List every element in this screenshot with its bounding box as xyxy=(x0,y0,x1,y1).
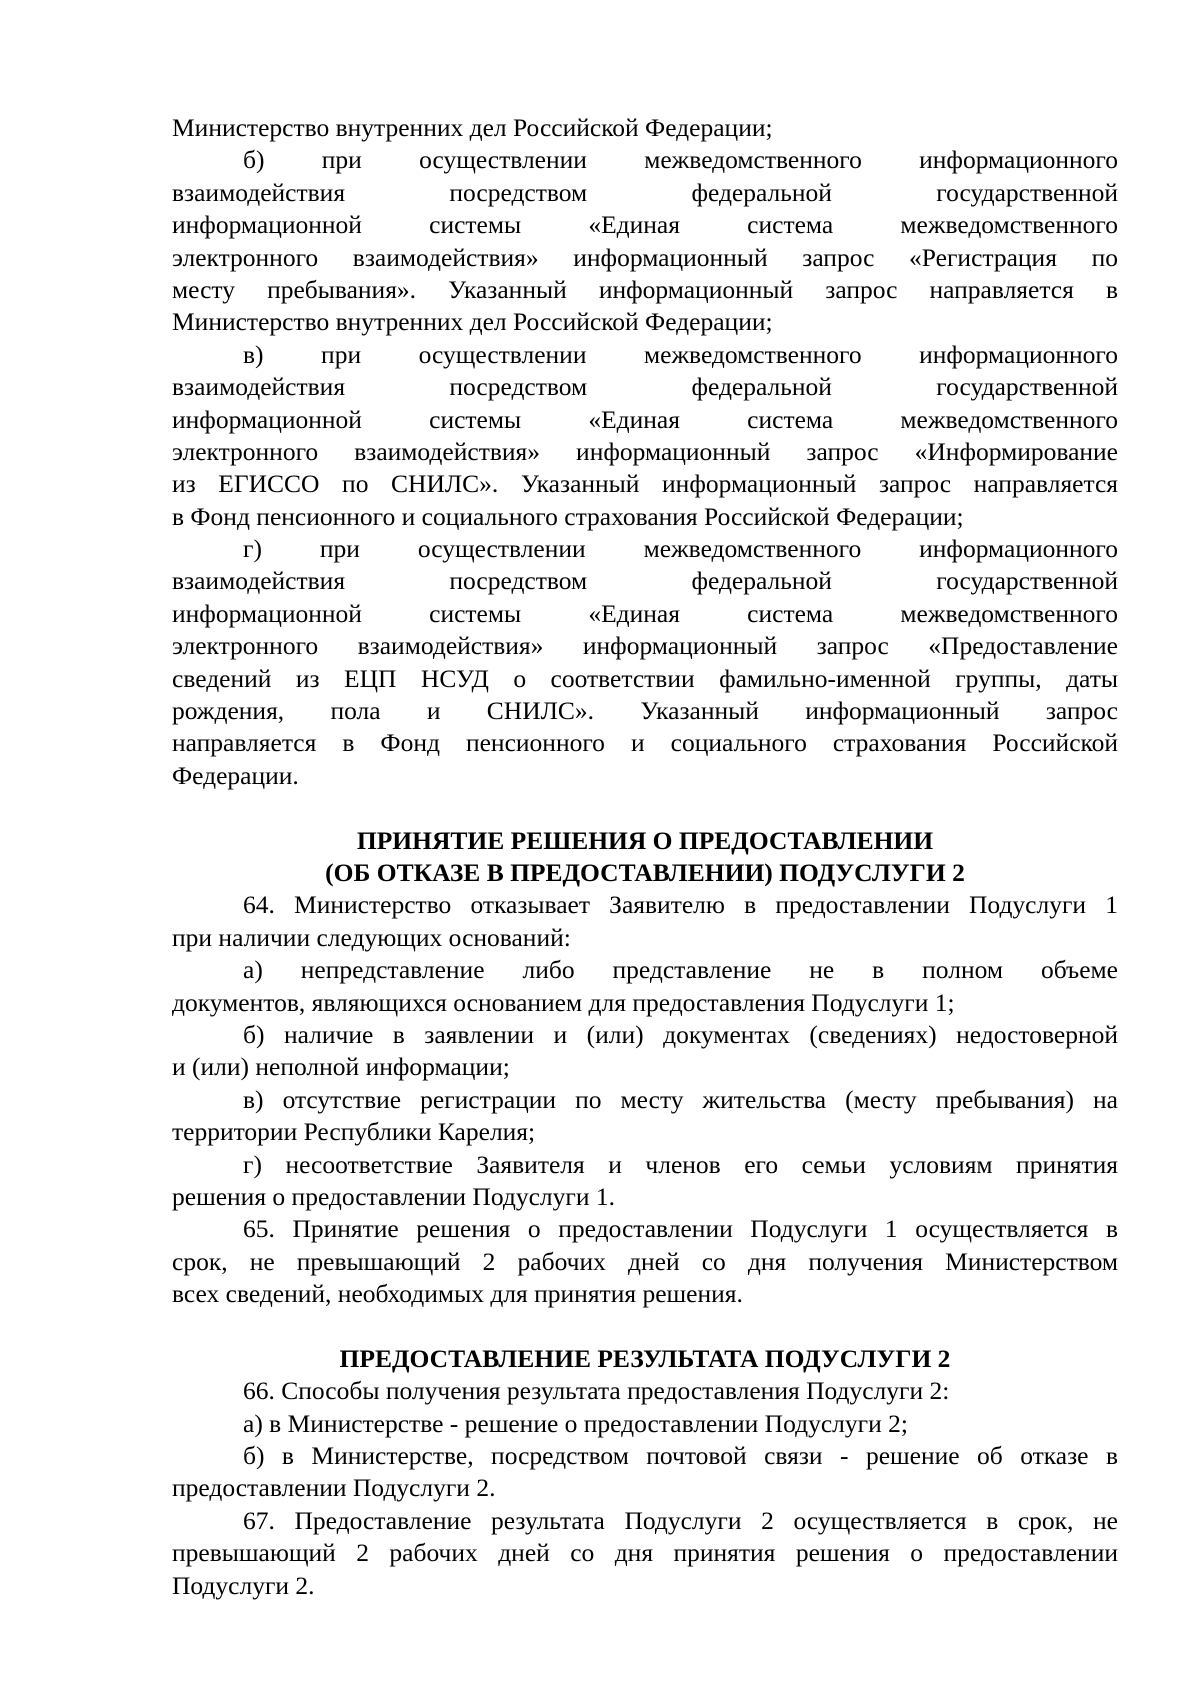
section-heading-decision xyxy=(172,825,1118,890)
text-line: информационной системы «Единая система межведомственного xyxy=(172,210,1118,240)
spacer xyxy=(172,792,1118,824)
text-line: 67. Предоставление результата Подуслуги 2 осуществляется в срок, не xyxy=(243,1505,1118,1535)
text-line: Федерации. xyxy=(172,760,299,790)
text-line: электронного взаимодействия» информационный запрос «Предоставление xyxy=(172,631,1118,661)
text-line: всех сведений, необходимых для принятия решения. xyxy=(172,1279,743,1309)
text-line: электронного взаимодействия» информационный запрос «Информирование xyxy=(172,436,1118,466)
text-line: информационной системы «Единая система межведомственного xyxy=(172,404,1118,434)
document-page xyxy=(172,112,1118,1602)
text-line: в Фонд пенсионного и социального страхования Российской Федерации; xyxy=(172,501,964,531)
text-line: взаимодействия посредством федеральной государственной xyxy=(172,177,1118,207)
spacer xyxy=(172,1310,1118,1342)
text-line: 66. Способы получения результата предоставления Подуслуги 2: xyxy=(243,1376,950,1406)
text-line: Подуслуги 2. xyxy=(172,1570,315,1600)
paragraph-64 xyxy=(172,889,1118,1213)
text-line: месту пребывания». Указанный информационный запрос направляется в xyxy=(172,274,1118,304)
text-line: б) при осуществлении межведомственного информационного xyxy=(243,145,1118,175)
text-line: б) наличие в заявлении и (или) документах (сведениях) недостоверной xyxy=(243,1019,1118,1049)
paragraph-67 xyxy=(172,1505,1118,1602)
text-line: в) отсутствие регистрации по месту жительства (месту пребывания) на xyxy=(243,1084,1118,1114)
text-line: территории Республики Карелия; xyxy=(172,1117,536,1147)
text-line: 64. Министерство отказывает Заявителю в предоставлении Подуслуги 1 xyxy=(243,890,1118,920)
text-line: электронного взаимодействия» информационный запрос «Регистрация по xyxy=(172,242,1118,272)
text-line: г) несоответствие Заявителя и членов его семьи условиям принятия xyxy=(243,1149,1118,1179)
text-line: срок, не превышающий 2 рабочих дней со дня получения Министерством xyxy=(172,1246,1118,1276)
text-line: направляется в Фонд пенсионного и социального страхования Российской xyxy=(172,728,1118,758)
item-b-paragraph xyxy=(172,144,1118,338)
heading-line: ПРЕДОСТАВЛЕНИЕ РЕЗУЛЬТАТА ПОДУСЛУГИ 2 xyxy=(339,1343,951,1373)
text-line: и (или) неполной информации; xyxy=(172,1052,510,1082)
text-line: а) в Министерстве - решение о предоставлении Подуслуги 2; xyxy=(243,1408,908,1438)
text-line: Министерство внутренних дел Российской Федерации; xyxy=(172,113,773,142)
text-line: Министерство внутренних дел Российской Федерации; xyxy=(172,307,773,337)
heading-line: (ОБ ОТКАЗЕ В ПРЕДОСТАВЛЕНИИ) ПОДУСЛУГИ 2 xyxy=(325,857,965,887)
text-line: предоставлении Подуслуги 2. xyxy=(172,1473,496,1503)
text-line: а) непредставление либо представление не в полном объеме xyxy=(243,955,1118,985)
item-v-paragraph xyxy=(172,339,1118,533)
text-line: из ЕГИССО по СНИЛС». Указанный информационный запрос направляется xyxy=(172,469,1118,499)
text-line: информационной системы «Единая система межведомственного xyxy=(172,598,1118,628)
text-line: взаимодействия посредством федеральной государственной xyxy=(172,566,1118,596)
text-line: б) в Министерстве, посредством почтовой связи - решение об отказе в xyxy=(243,1441,1118,1471)
section-heading-result xyxy=(172,1343,1118,1375)
text-line: 65. Принятие решения о предоставлении Подуслуги 1 осуществляется в xyxy=(243,1214,1118,1244)
paragraph-66 xyxy=(172,1375,1118,1505)
text-line: рождения, пола и СНИЛС». Указанный информационный запрос xyxy=(172,696,1118,726)
heading-line: ПРИНЯТИЕ РЕШЕНИЯ О ПРЕДОСТАВЛЕНИИ xyxy=(356,825,934,855)
text-line: решения о предоставлении Подуслуги 1. xyxy=(172,1181,615,1211)
text-line: при наличии следующих оснований: xyxy=(172,922,571,952)
text-line: в) при осуществлении межведомственного информационного xyxy=(243,339,1118,369)
item-g-paragraph xyxy=(172,533,1118,792)
text-line: взаимодействия посредством федеральной государственной xyxy=(172,372,1118,402)
text-line: г) при осуществлении межведомственного информационного xyxy=(243,534,1118,564)
text-line: документов, являющихся основанием для предоставления Подуслуги 1; xyxy=(172,987,955,1017)
text-line: превышающий 2 рабочих дней со дня принятия решения о предоставлении xyxy=(172,1538,1118,1568)
text-line: сведений из ЕЦП НСУД о соответствии фамильно-именной группы, даты xyxy=(172,663,1118,693)
paragraph-65 xyxy=(172,1213,1118,1310)
